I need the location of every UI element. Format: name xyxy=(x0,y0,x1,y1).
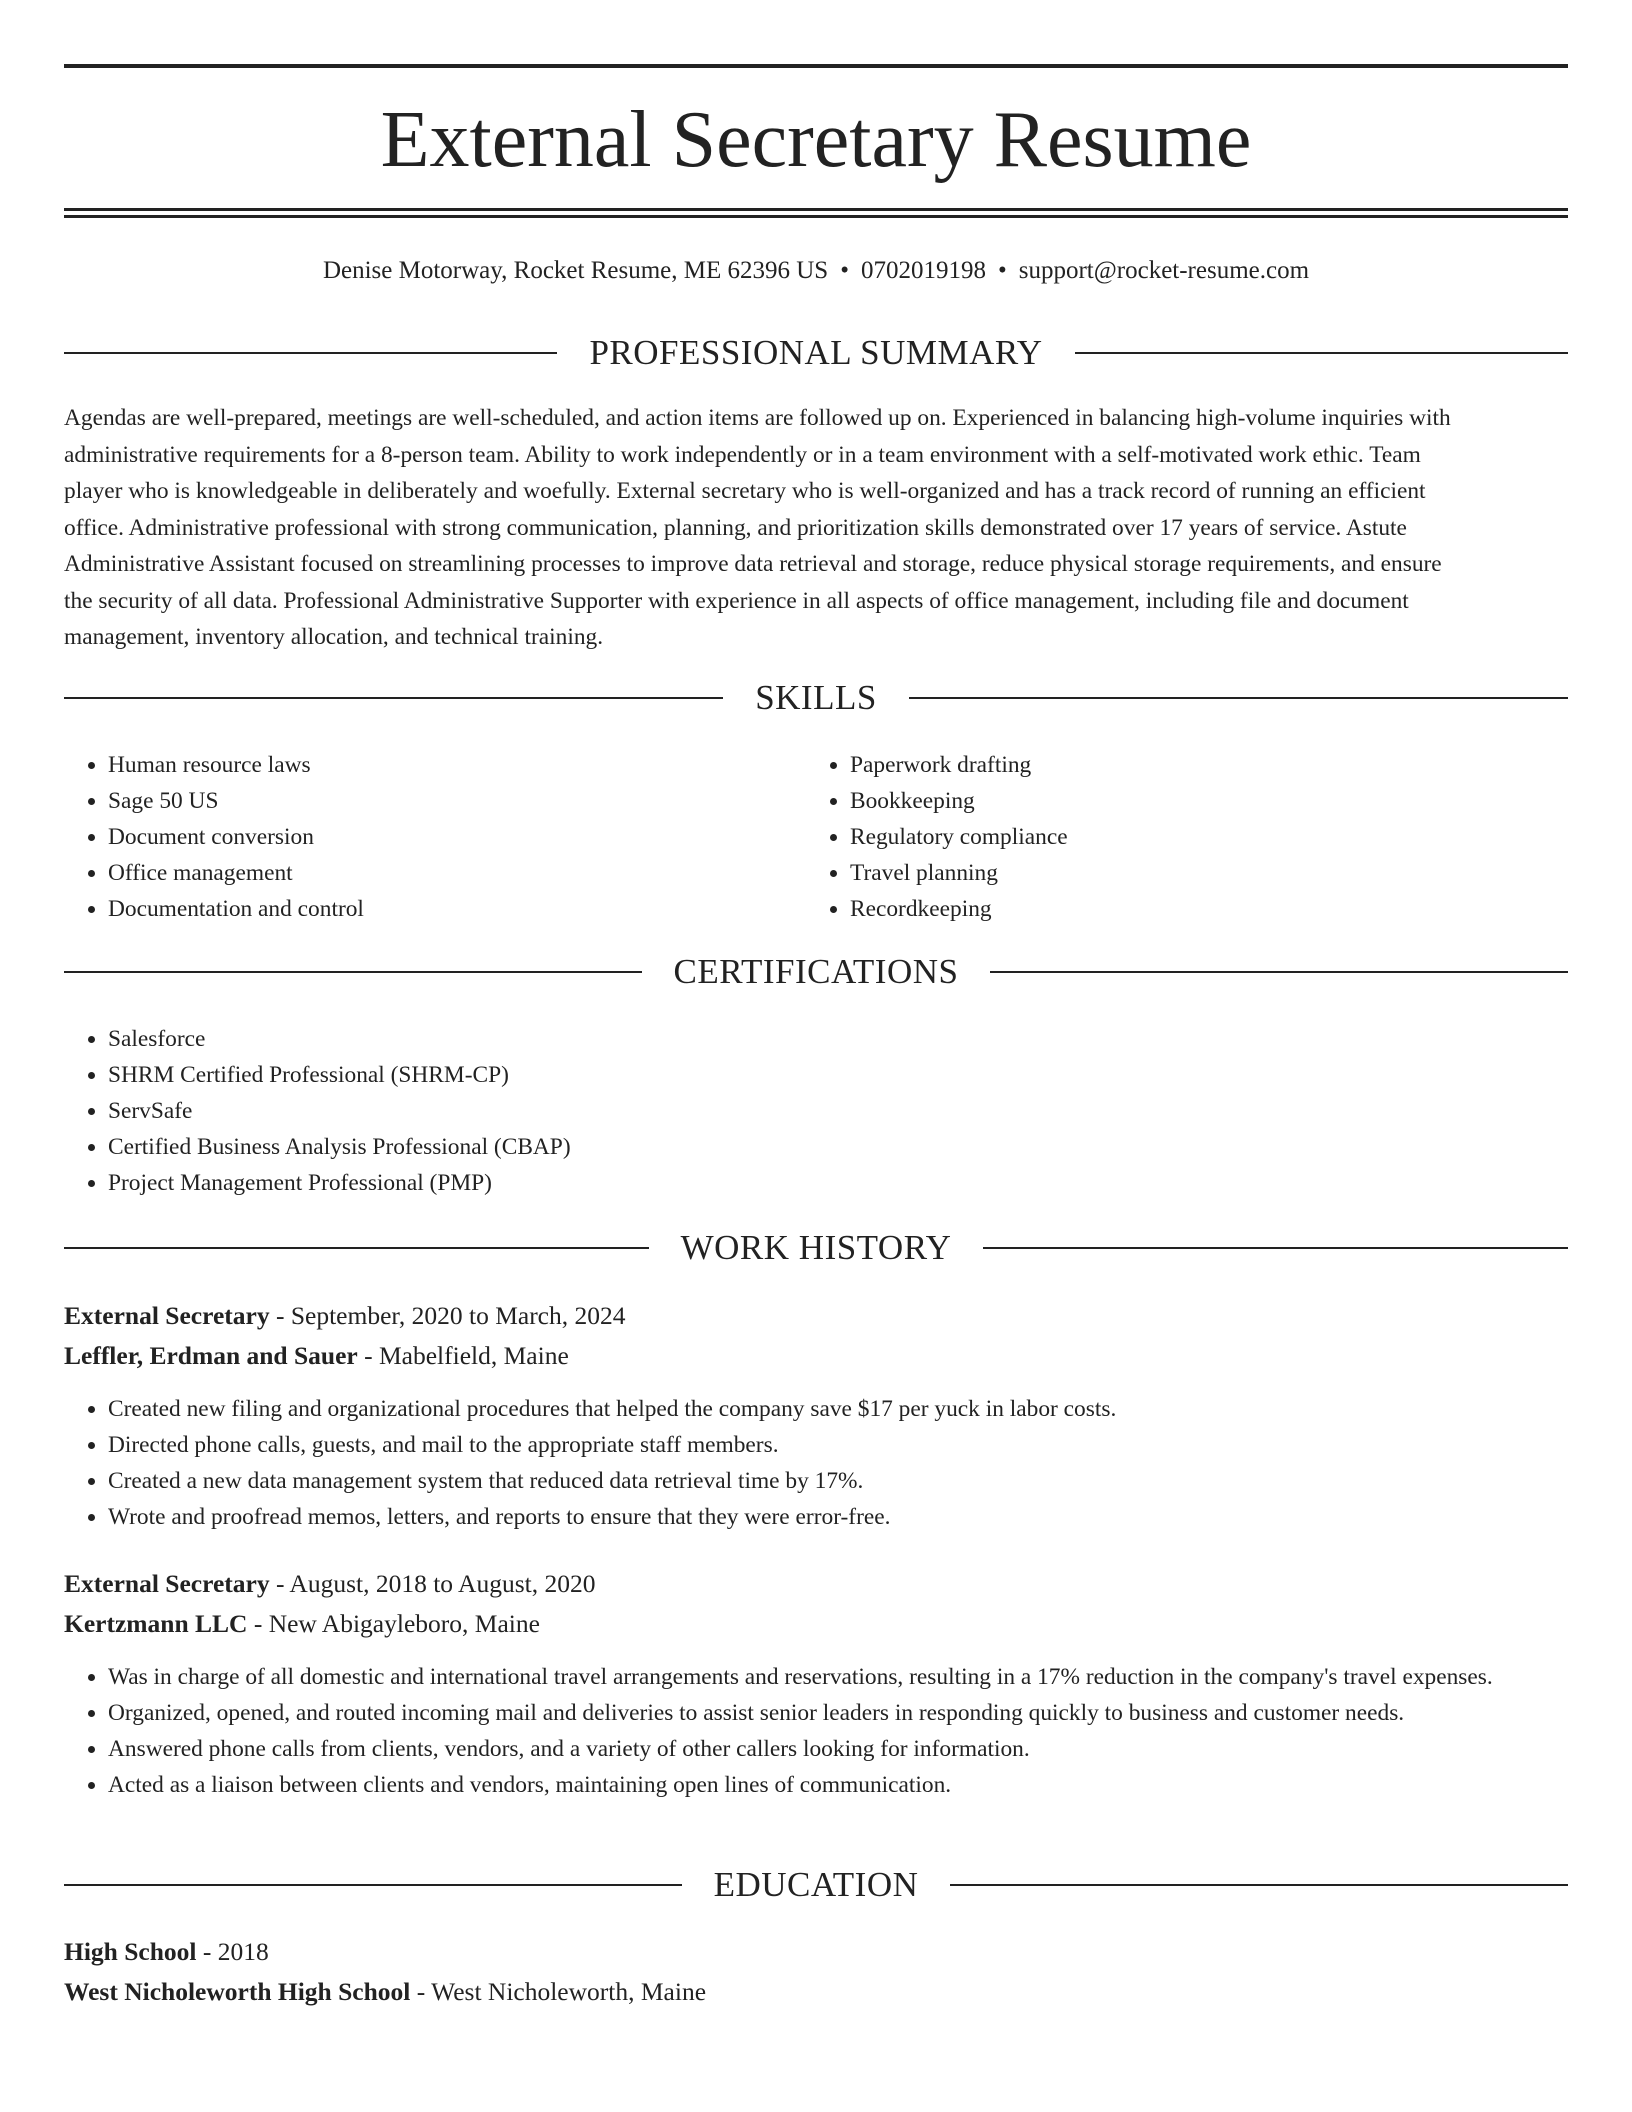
title-rule-upper xyxy=(64,208,1568,211)
section-title: WORK HISTORY xyxy=(680,1228,952,1267)
skills-column-left xyxy=(64,747,764,927)
job-title-line xyxy=(64,1299,1568,1333)
contact-email: support@rocket-resume.com xyxy=(1018,257,1310,284)
contact-address: Denise Motorway, Rocket Resume, ME 62396 US xyxy=(322,257,829,284)
job-bullet: • Was in charge of all domestic and international travel arrangements and reservations, resulting in a 17% reduction in the company's travel expenses. xyxy=(108,1659,1568,1695)
skill-item: • Paperwork drafting xyxy=(850,747,1506,783)
job-company-line xyxy=(64,1339,1568,1373)
skill-item: • Travel planning xyxy=(850,855,1506,891)
section-header-education xyxy=(64,1863,1568,1907)
section-rule xyxy=(64,971,642,973)
skill-item: • Human resource laws xyxy=(108,747,764,783)
summary-line: office. Administrative professional with strong communication, planning, and prioritization skills demonstrated over 17 years of service. Astute xyxy=(64,514,1407,541)
section-rule xyxy=(990,971,1568,973)
skill-item: • Recordkeeping xyxy=(850,891,1506,927)
section-rule xyxy=(64,697,723,699)
certification-item: • Salesforce xyxy=(108,1021,1568,1057)
section-rule xyxy=(909,697,1568,699)
job-bullet: • Acted as a liaison between clients and vendors, maintaining open lines of communication. xyxy=(108,1767,1568,1803)
section-title: SKILLS xyxy=(755,678,877,717)
job-bullets xyxy=(64,1659,1568,1803)
skill-item: • Document conversion xyxy=(108,819,764,855)
section-header-certifications xyxy=(64,950,1568,994)
skill-item: • Documentation and control xyxy=(108,891,764,927)
skills-column-right xyxy=(806,747,1506,927)
contact-phone: 0702019198 xyxy=(860,257,986,284)
section-title: EDUCATION xyxy=(713,1865,919,1904)
certification-item: • Certified Business Analysis Professional (CBAP) xyxy=(108,1129,1568,1165)
job-bullet: • Organized, opened, and routed incoming mail and deliveries to assist senior leaders in responding quickly to business and customer needs. xyxy=(108,1695,1568,1731)
section-title: CERTIFICATIONS xyxy=(673,952,959,991)
title-rule-lower xyxy=(64,215,1568,218)
education-school: West Nicholeworth High School xyxy=(64,1977,411,2006)
section-rule xyxy=(950,1884,1568,1886)
skill-item: • Regulatory compliance xyxy=(850,819,1506,855)
education-degree-line xyxy=(64,1935,1568,1969)
certification-item: • SHRM Certified Professional (SHRM-CP) xyxy=(108,1057,1568,1093)
top-rule xyxy=(64,64,1568,68)
job-dates: - September, 2020 to March, 2024 xyxy=(269,1301,626,1330)
section-header-skills xyxy=(64,676,1568,720)
contact-separator: • xyxy=(997,257,1007,284)
skill-item: • Office management xyxy=(108,855,764,891)
contact-line xyxy=(64,254,1568,288)
job-bullet: • Answered phone calls from clients, vendors, and a variety of other callers looking for information. xyxy=(108,1731,1568,1767)
section-rule xyxy=(983,1247,1568,1249)
certification-item: • ServSafe xyxy=(108,1093,1568,1129)
job-dates: - August, 2018 to August, 2020 xyxy=(269,1569,596,1598)
job-bullet: • Wrote and proofread memos, letters, and reports to ensure that they were error-free. xyxy=(108,1499,1568,1535)
section-title: PROFESSIONAL SUMMARY xyxy=(589,333,1043,372)
job-title-line xyxy=(64,1567,1568,1601)
education-year: - 2018 xyxy=(196,1937,269,1966)
certifications-list xyxy=(64,1021,1568,1201)
job-company-line xyxy=(64,1607,1568,1641)
summary-line: administrative requirements for a 8-person team. Ability to work independently or in a team environment with a self-motivated work ethic. Team xyxy=(64,441,1421,468)
job-company: Leffler, Erdman and Sauer xyxy=(64,1341,358,1370)
section-rule xyxy=(64,352,557,354)
summary-line: the security of all data. Professional Administrative Supporter with experience in all aspects of office management, including file and document xyxy=(64,587,1409,614)
section-rule xyxy=(64,1247,649,1249)
job-bullets xyxy=(64,1391,1568,1535)
contact-separator: • xyxy=(840,257,849,284)
education-location: - West Nicholeworth, Maine xyxy=(410,1977,707,2006)
section-header-summary xyxy=(64,331,1568,375)
job-company: Kertzmann LLC xyxy=(64,1609,248,1638)
section-rule xyxy=(64,1884,682,1886)
summary-line: player who is knowledgeable in deliberately and woefully. External secretary who is well-organized and has a track record of running an efficient xyxy=(64,478,1426,504)
job-bullet: • Created a new data management system that reduced data retrieval time by 17%. xyxy=(108,1463,1568,1499)
education-degree: High School xyxy=(64,1937,197,1966)
education-school-line xyxy=(64,1975,1568,2009)
section-header-work xyxy=(64,1226,1568,1270)
skill-item: • Bookkeeping xyxy=(850,783,1506,819)
section-rule xyxy=(1075,352,1568,354)
summary-line: Administrative Assistant focused on streamlining processes to improve data retrieval and storage, reduce physical storage requirements, and ensure xyxy=(64,551,1442,577)
job-title: External Secretary xyxy=(64,1301,270,1330)
job-bullet: • Created new filing and organizational procedures that helped the company save $17 per yuck in labor costs. xyxy=(108,1391,1568,1427)
job-title: External Secretary xyxy=(64,1569,270,1598)
summary-line: management, inventory allocation, and technical training. xyxy=(64,624,604,650)
resume-title: External Secretary Resume xyxy=(380,96,1252,184)
certification-item: • Project Management Professional (PMP) xyxy=(108,1165,1568,1201)
job-bullet: • Directed phone calls, guests, and mail to the appropriate staff members. xyxy=(108,1427,1568,1463)
job-location: - New Abigayleboro, Maine xyxy=(247,1609,540,1638)
skill-item: • Sage 50 US xyxy=(108,783,764,819)
summary-paragraph xyxy=(64,400,1568,656)
summary-line: Agendas are well-prepared, meetings are well-scheduled, and action items are followed up on. Experienced in balancing high-volume inquiries with xyxy=(64,405,1451,431)
job-location: - Mabelfield, Maine xyxy=(357,1341,569,1370)
